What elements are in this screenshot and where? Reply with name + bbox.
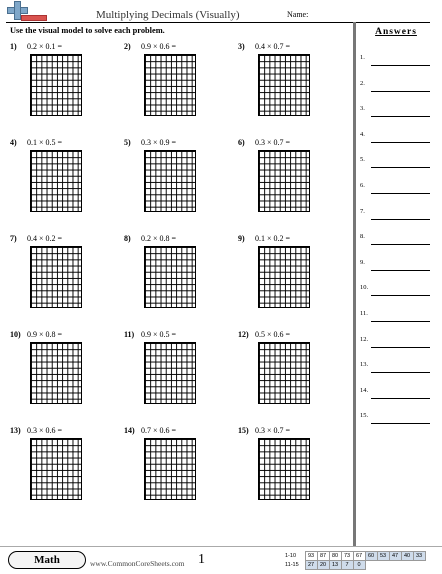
score-cell: 53	[377, 552, 389, 561]
problem-number: 11)	[124, 330, 135, 339]
problem-number: 7)	[10, 234, 17, 243]
problem-15	[238, 426, 338, 506]
score-row-label: 11-15	[285, 562, 299, 568]
answer-blank[interactable]	[371, 347, 430, 348]
problem-expression: 0.7 × 0.6 =	[141, 426, 177, 435]
answer-line-9[interactable]	[360, 259, 430, 271]
score-cell: 73	[341, 552, 353, 561]
problem-10	[10, 330, 110, 410]
answer-line-6[interactable]	[360, 182, 430, 194]
score-cell: 80	[329, 552, 341, 561]
answer-blank[interactable]	[371, 372, 430, 373]
hundredths-grid[interactable]	[144, 438, 196, 500]
score-row	[285, 561, 425, 570]
score-cell: 27	[305, 561, 317, 570]
hundredths-grid[interactable]	[258, 246, 310, 308]
answer-blank[interactable]	[371, 193, 430, 194]
score-cell: 13	[329, 561, 341, 570]
hundredths-grid[interactable]	[30, 246, 82, 308]
problem-expression: 0.1 × 0.5 =	[27, 138, 63, 147]
answer-blank[interactable]	[371, 167, 430, 168]
answer-number: 2.	[360, 79, 365, 87]
answer-number: 7.	[360, 207, 365, 215]
hundredths-grid[interactable]	[144, 342, 196, 404]
problem-expression: 0.2 × 0.1 =	[27, 42, 63, 51]
answer-line-1[interactable]	[360, 54, 430, 66]
answer-number: 4.	[360, 130, 365, 138]
answer-line-15[interactable]	[360, 412, 430, 424]
score-cell: 33	[413, 552, 425, 561]
problem-13	[10, 426, 110, 506]
score-cell: 60	[365, 552, 377, 561]
problem-7	[10, 234, 110, 314]
problem-number: 2)	[124, 42, 131, 51]
answer-blank[interactable]	[371, 65, 430, 66]
answer-blank[interactable]	[371, 219, 430, 220]
answer-blank[interactable]	[371, 244, 430, 245]
problem-5	[124, 138, 224, 218]
answer-number: 15.	[360, 412, 369, 420]
problem-9	[238, 234, 338, 314]
answer-number: 13.	[360, 361, 369, 369]
problem-expression: 0.2 × 0.8 =	[141, 234, 177, 243]
minus-icon	[21, 15, 47, 21]
hundredths-grid[interactable]	[30, 438, 82, 500]
answer-blank[interactable]	[371, 116, 430, 117]
problem-expression: 0.3 × 0.9 =	[141, 138, 177, 147]
hundredths-grid[interactable]	[258, 342, 310, 404]
subject-badge: Math	[8, 551, 86, 569]
score-cell: 40	[401, 552, 413, 561]
problem-expression: 0.4 × 0.7 =	[255, 42, 291, 51]
hundredths-grid[interactable]	[30, 150, 82, 212]
problem-expression: 0.3 × 0.6 =	[27, 426, 63, 435]
page-number: 1	[198, 552, 205, 567]
answer-line-3[interactable]	[360, 105, 430, 117]
score-cell: 67	[353, 552, 365, 561]
problem-expression: 0.5 × 0.6 =	[255, 330, 291, 339]
answer-line-8[interactable]	[360, 233, 430, 245]
answer-line-14[interactable]	[360, 387, 430, 399]
hundredths-grid[interactable]	[144, 246, 196, 308]
problem-14	[124, 426, 224, 506]
footer-divider	[0, 546, 442, 547]
answer-blank[interactable]	[371, 398, 430, 399]
problem-number: 15)	[238, 426, 249, 435]
problem-number: 5)	[124, 138, 131, 147]
answer-blank[interactable]	[371, 423, 430, 424]
problem-number: 14)	[124, 426, 135, 435]
score-cell: 87	[317, 552, 329, 561]
header-divider	[6, 22, 430, 23]
problem-number: 12)	[238, 330, 249, 339]
problem-expression: 0.9 × 0.8 =	[27, 330, 63, 339]
answer-line-10[interactable]	[360, 284, 430, 296]
problem-expression: 0.3 × 0.7 =	[255, 426, 291, 435]
score-cell: 0	[353, 561, 365, 570]
answer-number: 6.	[360, 182, 365, 189]
problem-number: 3)	[238, 42, 245, 51]
score-table	[285, 551, 426, 570]
problem-12	[238, 330, 338, 410]
answer-blank[interactable]	[371, 270, 430, 271]
answer-number: 3.	[360, 105, 365, 113]
hundredths-grid[interactable]	[258, 54, 310, 116]
answer-line-13[interactable]	[360, 361, 430, 373]
answer-line-4[interactable]	[360, 131, 430, 143]
answer-line-7[interactable]	[360, 208, 430, 220]
answer-line-5[interactable]	[360, 156, 430, 168]
answer-blank[interactable]	[371, 295, 430, 296]
problem-8	[124, 234, 224, 314]
commoncoresheets-logo	[4, 1, 44, 23]
problem-number: 9)	[238, 234, 245, 243]
hundredths-grid[interactable]	[30, 54, 82, 116]
problem-1	[10, 42, 110, 122]
answer-number: 11.	[360, 310, 368, 317]
problem-3	[238, 42, 338, 122]
problem-expression: 0.1 × 0.2 =	[255, 234, 291, 243]
problem-2	[124, 42, 224, 122]
plus-icon-stem	[14, 1, 21, 20]
problem-number: 6)	[238, 138, 245, 147]
problem-4	[10, 138, 110, 218]
answer-number: 1.	[360, 54, 365, 61]
score-row	[285, 552, 425, 561]
problem-expression: 0.3 × 0.7 =	[255, 138, 291, 147]
problem-number: 13)	[10, 426, 21, 435]
answer-blank[interactable]	[371, 142, 430, 143]
hundredths-grid[interactable]	[30, 342, 82, 404]
score-cell: 93	[305, 552, 317, 561]
worksheet-title: Multiplying Decimals (Visually)	[96, 9, 240, 21]
hundredths-grid[interactable]	[258, 150, 310, 212]
answer-column-divider	[353, 22, 356, 546]
answer-number: 10.	[360, 284, 369, 292]
answer-number: 9.	[360, 258, 365, 266]
score-cell: 7	[341, 561, 353, 570]
answer-number: 8.	[360, 233, 365, 241]
problem-expression: 0.9 × 0.6 =	[141, 42, 177, 51]
answer-blank[interactable]	[371, 321, 430, 322]
hundredths-grid[interactable]	[144, 150, 196, 212]
score-cell: 47	[389, 552, 401, 561]
problem-number: 8)	[124, 234, 131, 243]
answer-blank[interactable]	[371, 91, 430, 92]
answer-number: 12.	[360, 335, 369, 343]
answer-line-12[interactable]	[360, 336, 430, 348]
answer-number: 14.	[360, 386, 369, 394]
answers-heading: Answers	[375, 27, 417, 37]
problem-expression: 0.9 × 0.5 =	[141, 330, 177, 339]
instructions: Use the visual model to solve each problem.	[10, 26, 165, 35]
answer-line-11[interactable]	[360, 310, 430, 322]
site-url: www.CommonCoreSheets.com	[90, 559, 185, 568]
hundredths-grid[interactable]	[144, 54, 196, 116]
problem-number: 4)	[10, 138, 17, 147]
problem-number: 10)	[10, 330, 21, 339]
answer-number: 5.	[360, 156, 365, 164]
problem-11	[124, 330, 224, 410]
problem-expression: 0.4 × 0.2 =	[27, 234, 63, 243]
score-row-label: 1-10	[285, 553, 297, 559]
problem-number: 1)	[10, 42, 17, 51]
problem-6	[238, 138, 338, 218]
name-label: Name:	[287, 10, 309, 19]
hundredths-grid[interactable]	[258, 438, 310, 500]
score-cell: 20	[317, 561, 329, 570]
answer-line-2[interactable]	[360, 80, 430, 92]
